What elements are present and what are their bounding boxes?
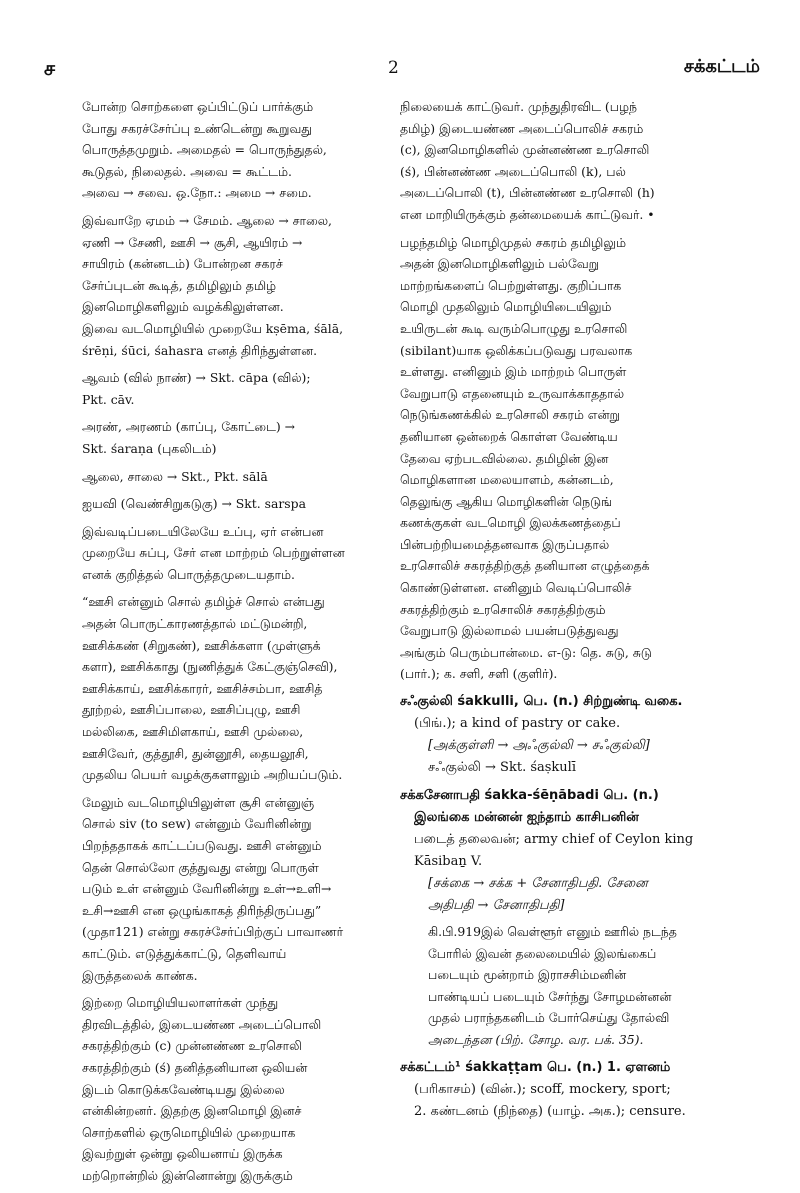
entry-line: (பிங்.); a kind of pastry or cake. [414, 716, 621, 732]
paragraph [82, 493, 372, 515]
note-line: முதல் பராந்தகனிடம் போர்செய்து தோல்வி [428, 1010, 670, 1026]
paragraph [82, 792, 372, 986]
note-line: படையும் மூன்றாம் இராசசிம்மனின் [428, 967, 627, 983]
text-line: சேர்ப்புடன் கூடித், தமிழிலும் தமிழ் [82, 277, 277, 293]
note-line: போரில் இவன் தலைமையில் இலங்கைப் [428, 945, 657, 961]
text-line: இவற்றுள் ஒன்று ஒலியனாய் இருக்க [82, 1146, 283, 1162]
paragraph [82, 992, 372, 1186]
text-line: உள்ளது. எனினும் இம் மாற்றம் பொருள் [400, 364, 627, 380]
text-line: பின்பற்றியமைத்தனவாக இருப்பதால் [400, 536, 610, 552]
text-line: படும் உள் என்னும் வேரினின்று உள்→உளி→ [82, 881, 332, 897]
text-line: சொற்களில் ஒருமொழியில் முறையாக [82, 1124, 296, 1140]
text-line: மொழி முதலிலும் மொழியிடையிலும் [400, 299, 612, 315]
entry-line: சக்கட்டம்¹ śakkaṭṭam பெ. (n.) 1. ஏளனம் [400, 1059, 671, 1075]
entry-line: இலங்கை மன்னன் ஐந்தாம் காசிபனின் [414, 810, 639, 826]
paragraph [400, 232, 742, 685]
text-line: இருத்தலைக் காண்க. [82, 967, 198, 983]
text-line: அவை → சவை. ஒ.நோ.: அமை → சமை. [82, 185, 312, 201]
text-line: என மாறியிருக்கும் தன்மையைக் காட்டுவர். • [400, 206, 655, 222]
text-line: இவை வடமொழியில் முறையே kṣēma, śālā, [82, 320, 344, 336]
text-line: இவ்வடிப்படையிலேயே உப்பு, ஏர் என்பன [82, 523, 324, 539]
text-line: ஊசிக்காய், ஊசிக்காரர், ஊசிச்சம்பா, ஊசித் [82, 680, 323, 696]
text-line: தேவை ஏற்படவில்லை. தமிழின் இன [400, 450, 609, 466]
text-line: காட்டும். எடுத்துக்காட்டு, தெளிவாய் [82, 945, 287, 961]
text-line: இனமொழிகளிலும் வழக்கிலுள்ளன. [82, 299, 284, 315]
text-line: வேறுபாடு எதனையும் உருவாக்காததால் [400, 385, 624, 401]
entry-sakkasenapathi [400, 785, 742, 1051]
right-column [400, 96, 742, 1127]
text-line: இடம் கொடுக்கவேண்டியது இல்லை [82, 1081, 285, 1097]
text-line: தமிழ்) இடையண்ண அடைப்பொலிச் சகரம் [400, 120, 644, 136]
text-line: பழந்தமிழ் மொழிமுதல் சகரம் தமிழிலும் [400, 234, 626, 250]
text-line: போது சகரச்சேர்ப்பு உண்டென்று கூறுவது [82, 120, 312, 136]
etymology: அதிபதி → சேனாதிபதி] [428, 898, 565, 914]
text-line: திரவிடத்தில், இடையண்ண அடைப்பொலி [82, 1016, 322, 1032]
text-line: சாயிரம் (கன்னடம்) போன்றன சகரச் [82, 256, 283, 272]
entry-line: Kāsibaṉ V. [414, 854, 483, 870]
text-line: களா), ஊசிக்காது (நுணித்துக் கேட்குஞ்செவி), [82, 659, 338, 675]
text-line: தென் சொல்லோ குத்துவது என்று பொருள் [82, 859, 319, 875]
text-line: சகரத்திற்கும் (ś) தனித்தனியான ஒலியன் [82, 1059, 308, 1075]
text-line: கூடுதல், நிலைதல். அவை = கூட்டம். [82, 163, 292, 179]
text-line: தனியான ஒன்றைக் கொள்ள வேண்டிய [400, 428, 618, 444]
text-line: (பார்.); க. சளி, சளி (குளிர்). [400, 666, 558, 682]
etymology: [அக்குள்ளி → அஃகுல்லி → சஃகுல்லி] [428, 738, 650, 754]
text-line: ஐயவி (வெண்சிறுகடுகு) → Skt. sarspa [82, 496, 306, 512]
text-line: முறையே சுப்பு, சேர் என மாற்றம் பெற்றுள்ளன [82, 545, 345, 561]
note-line: பாண்டியப் படையும் சேர்ந்து சோழமன்னன் [428, 988, 672, 1004]
entry-line: படைத் தலைவன்; army chief of Ceylon king [414, 832, 694, 848]
paragraph [400, 96, 742, 226]
text-line: அரண், அரணம் (காப்பு, கோட்டை) → [82, 419, 296, 435]
text-line: (c), இனமொழிகளில் முன்னண்ண உரசொலி [400, 142, 650, 158]
running-head: சக்கட்டம் [683, 56, 760, 77]
text-line: பிறந்ததாகக் காட்டப்படுவது. ஊசி என்னும் [82, 838, 322, 853]
text-line: அங்கும் பெரும்பான்மை. எ-டு: தெ. சுடு, சுடு [400, 644, 652, 660]
text-line: அதன் பொருட்காரணத்தால் மட்டுமன்றி, [82, 616, 308, 632]
text-line: மேலும் வடமொழியிலுள்ள சூசி என்னுஞ் [82, 794, 315, 810]
text-line: அதன் இனமொழிகளிலும் பல்வேறு [400, 256, 599, 272]
text-line: சொல் siv (to sew) என்னும் வேரினின்று [82, 816, 312, 832]
text-line: வேறுபாடு இல்லாமல் பயன்படுத்துவது [400, 623, 619, 639]
text-line: śrēṇi, śūci, śahasra எனத் திரிந்துள்ளன. [82, 342, 318, 358]
paragraph [82, 466, 372, 488]
text-line: மற்றொன்றில் இன்னொன்று இருக்கும் [82, 1167, 293, 1183]
entry-sakkulli [400, 691, 742, 779]
text-line: அடைப்பொலி (t), பின்னண்ண உரசொலி (h) [400, 185, 655, 201]
text-line: (sibilant)யாக ஒலிக்கப்படுவது பரவலாக [400, 342, 633, 358]
paragraph [82, 367, 372, 410]
text-line: ஆவம் (வில் நாண்) → Skt. cāpa (வில்); [82, 370, 311, 386]
entry-line: (பரிகாசம்) (வின்.); scoff, mockery, sport; [414, 1081, 671, 1097]
text-line: என்கின்றனர். இதற்கு இனமொழி இனச் [82, 1103, 302, 1119]
text-line: நெடுங்கணக்கில் உரசொலி சகரம் என்று [400, 407, 620, 423]
text-line: உசி→ஊசி என ஒழுங்காகத் திரிந்திருப்பது” [82, 902, 322, 918]
etymology: [சக்கை → சக்க + சேனாதிபதி. சேனை [428, 876, 648, 892]
entry-line: சஃகுல்லி śakkulli, பெ. (n.) சிற்றுண்டி வகை. [400, 694, 683, 710]
text-line: கணக்குகள் வடமொழி இலக்கணத்தைப் [400, 515, 621, 531]
text-line: ஆலை, சாலை → Skt., Pkt. sālā [82, 468, 268, 484]
text-line: ஊசிவேர், குத்தூசி, துன்னூசி, தையலூசி, [82, 745, 309, 761]
note-line: கி.பி.919இல் வெள்ளூர் எனும் ஊரில் நடந்த [428, 924, 677, 940]
text-line: முதலிய பெயர் வழக்குகளாலும் அறியப்படும். [82, 767, 343, 783]
text-line: “ஊசி என்னும் சொல் தமிழ்ச் சொல் என்பது [82, 594, 325, 610]
historical-note [428, 921, 742, 1051]
text-line: போன்ற சொற்களை ஒப்பிட்டுப் பார்க்கும் [82, 99, 314, 114]
section-letter: ச [44, 56, 56, 80]
paragraph [82, 210, 372, 361]
text-line: இற்றை மொழியியலாளர்கள் முந்து [82, 995, 279, 1011]
paragraph [82, 591, 372, 785]
paragraph [82, 416, 372, 459]
text-line: மொழிகளான மலையாளம், கன்னடம், [400, 472, 614, 488]
text-line: Skt. śaraṇa (புகலிடம்) [82, 440, 217, 456]
text-line: மல்லிகை, ஊசிமிளகாய், ஊசி முல்லை, [82, 724, 304, 740]
page-number: 2 [388, 58, 399, 78]
left-column [82, 96, 372, 1193]
text-line: Pkt. cāv. [82, 391, 135, 407]
text-line: உரசொலிச் சகரத்திற்குத் தனியான எழுத்தைக் [400, 558, 650, 574]
text-line: ஏணி → சேணி, ஊசி → சூசி, ஆயிரம் → [82, 234, 303, 250]
text-line: உயிருடன் கூடி வரும்பொழுது உரசொலி [400, 320, 628, 336]
cognate-note: சஃகுல்லி → Skt. śaṣkulī [428, 760, 576, 776]
text-line: ஊசிக்கண் (சிறுகண்), ஊசிக்களா (முள்ளுக் [82, 637, 321, 653]
text-line: மாற்றங்களைப் பெற்றுள்ளது. குறிப்பாக [400, 277, 622, 293]
text-line: தூற்றல், ஊசிப்பாலை, ஊசிப்புழு, ஊசி [82, 702, 301, 718]
text-line: நிலையைக் காட்டுவர். முந்துதிரவிட (பழந் [400, 99, 637, 114]
text-line: எனக் குறித்தல் பொருத்தமுடையதாம். [82, 566, 295, 582]
text-line: கொண்டுள்ளன. எனினும் வெடிப்பொலிச் [400, 580, 632, 596]
entry-sakkattam [400, 1057, 742, 1123]
text-line: பொருத்தமுறும். அமைதல் = பொருந்துதல், [82, 142, 327, 158]
text-line: சகரத்திற்கும் (c) முன்னண்ண உரசொலி [82, 1038, 302, 1054]
note-line: அடைந்தன (பிற். சோழ. வர. பக். 35). [428, 1032, 644, 1047]
text-line: சகரத்திற்கும் உரசொலிச் சகரத்திற்கும் [400, 601, 606, 617]
text-line: (ś), பின்னண்ண அடைப்பொலி (k), பல் [400, 163, 626, 179]
text-line: (முதா121) என்று சகரச்சேர்ப்பிற்குப் பாவாணர் [82, 924, 344, 940]
paragraph [82, 96, 372, 204]
text-line: தெலுங்கு ஆகிய மொழிகளின் நெடுங் [400, 493, 612, 509]
entry-line: 2. கண்டனம் (நிந்தை) (யாழ். அக.); censure. [414, 1103, 686, 1119]
paragraph [82, 521, 372, 586]
entry-line: சக்கசேனாபதி śakka-śēṇābadi பெ. (n.) [400, 788, 659, 804]
text-line: இவ்வாறே ஏமம் → சேமம். ஆலை → சாலை, [82, 212, 332, 228]
